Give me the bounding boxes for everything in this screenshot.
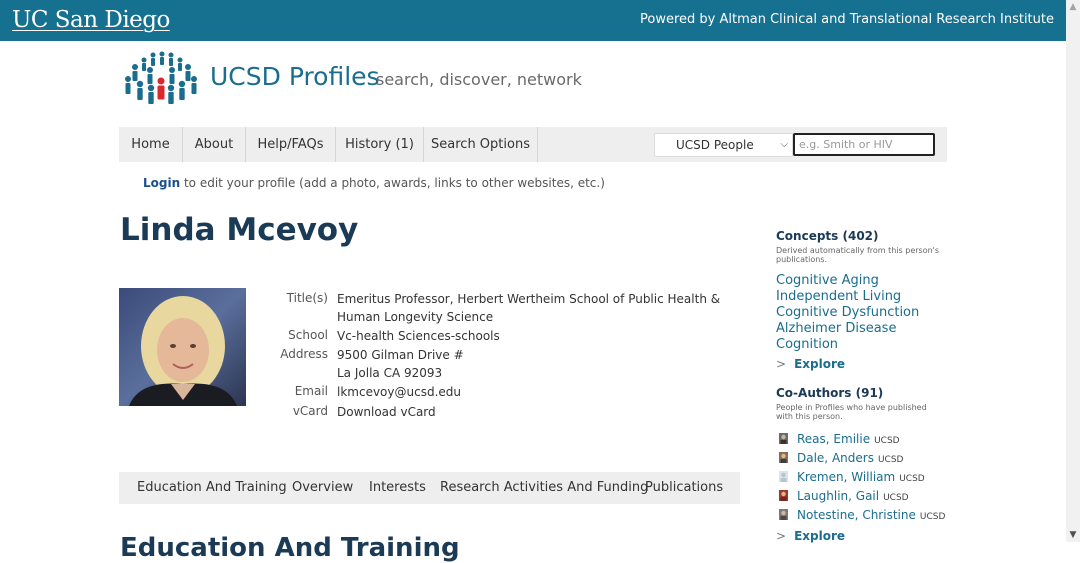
login-link[interactable]: Login [143, 176, 181, 190]
search-input[interactable] [793, 133, 935, 156]
coauthor-thumbnail [779, 452, 788, 463]
coauthor-thumbnail [779, 490, 788, 501]
address-label: Address [280, 347, 328, 361]
site-title[interactable]: UCSD Profiles [210, 62, 380, 91]
search-scope-value: UCSD People [676, 138, 754, 152]
coauthors-subtitle: People in Profiles who have published with this person. [776, 403, 927, 421]
tab-publications[interactable]: Publications [645, 480, 724, 495]
title-label: Title(s) [286, 291, 328, 305]
coauthors-explore-link[interactable] [776, 529, 845, 543]
top-bar [0, 0, 1066, 41]
address-value-line2: La Jolla CA 92093 [337, 366, 443, 380]
tab-interests[interactable]: Interests [369, 480, 426, 495]
tab-research-activities[interactable]: Research Activities And Funding [440, 480, 649, 495]
vertical-scrollbar[interactable] [1066, 0, 1080, 542]
title-value-line1: Emeritus Professor, Herbert Wertheim School of Public Health & [337, 292, 721, 306]
concept-link[interactable]: Independent Living [776, 289, 902, 304]
coauthor-thumbnail [779, 471, 788, 482]
profile-section-tabs [119, 472, 740, 504]
coauthor-name[interactable]: Kremen, William [797, 470, 896, 484]
chevron-right-icon: > [776, 529, 787, 543]
download-vcard-link[interactable]: Download vCard [337, 405, 436, 419]
concepts-explore-link[interactable] [776, 357, 845, 371]
ucsd-logo[interactable]: UC San Diego [12, 7, 170, 33]
concept-link[interactable]: Cognitive Aging [776, 273, 879, 288]
coauthor-institution: UCSD [899, 474, 925, 484]
coauthor-thumbnail [779, 433, 788, 444]
coauthor-thumbnail [779, 509, 788, 520]
vcard-label: vCard [292, 404, 328, 418]
scroll-up-arrow-icon[interactable]: ▲ [1069, 2, 1077, 12]
school-label: School [288, 328, 328, 342]
coauthor-institution: UCSD [877, 455, 904, 465]
person-name: Linda Mcevoy [120, 212, 359, 248]
email-value[interactable]: lkmcevoy@ucsd.edu [337, 385, 461, 399]
powered-by-text: Powered by Altman Clinical and Translational Research Institute [640, 12, 1054, 27]
explore-label: Explore [794, 529, 846, 543]
chevron-down-icon: ⌵ [780, 139, 788, 150]
nav-about[interactable]: About [183, 127, 246, 162]
coauthor-name[interactable]: Reas, Emilie [797, 432, 871, 446]
section-heading: Education And Training [120, 533, 460, 563]
coauthor-name[interactable]: Laughlin, Gail [797, 489, 880, 503]
chevron-right-icon: > [776, 357, 787, 371]
login-prompt-text: to edit your profile (add a photo, awards, links to other websites, etc.) [180, 176, 605, 190]
concept-link[interactable]: Cognition [776, 337, 839, 352]
search-scope-select[interactable] [654, 133, 793, 157]
coauthor-institution: UCSD [919, 512, 946, 522]
profiles-people-logo-icon[interactable] [122, 51, 198, 105]
nav-home[interactable]: Home [119, 127, 183, 162]
coauthor-institution: UCSD [874, 436, 900, 446]
school-value: Vc-health Sciences-schools [337, 329, 500, 343]
scroll-down-arrow-icon[interactable]: ▼ [1069, 530, 1077, 540]
tab-overview[interactable]: Overview [292, 480, 354, 495]
main-nav [119, 127, 947, 162]
nav-search-options[interactable]: Search Options [424, 127, 538, 162]
nav-history[interactable]: History (1) [336, 127, 424, 162]
coauthor-name[interactable]: Notestine, Christine [797, 508, 916, 522]
email-label: Email [294, 384, 328, 398]
login-prompt [143, 176, 605, 190]
title-value-line2: Human Longevity Science [337, 310, 494, 324]
concept-link[interactable]: Alzheimer Disease [776, 321, 897, 336]
concepts-subtitle: Derived automatically from this person's publications. [776, 246, 940, 264]
profile-photo [119, 288, 246, 406]
concepts-heading: Concepts (402) [776, 229, 879, 243]
coauthor-name[interactable]: Dale, Anders [797, 451, 874, 465]
coauthors-heading: Co-Authors (91) [776, 386, 884, 400]
site-tagline: search, discover, network [376, 70, 582, 89]
tab-education-and-training[interactable]: Education And Training [137, 480, 287, 495]
explore-label: Explore [794, 357, 846, 371]
address-value-line1: 9500 Gilman Drive # [337, 348, 464, 362]
nav-help-faqs[interactable]: Help/FAQs [246, 127, 336, 162]
concept-link[interactable]: Cognitive Dysfunction [776, 305, 920, 320]
coauthor-institution: UCSD [883, 493, 909, 503]
